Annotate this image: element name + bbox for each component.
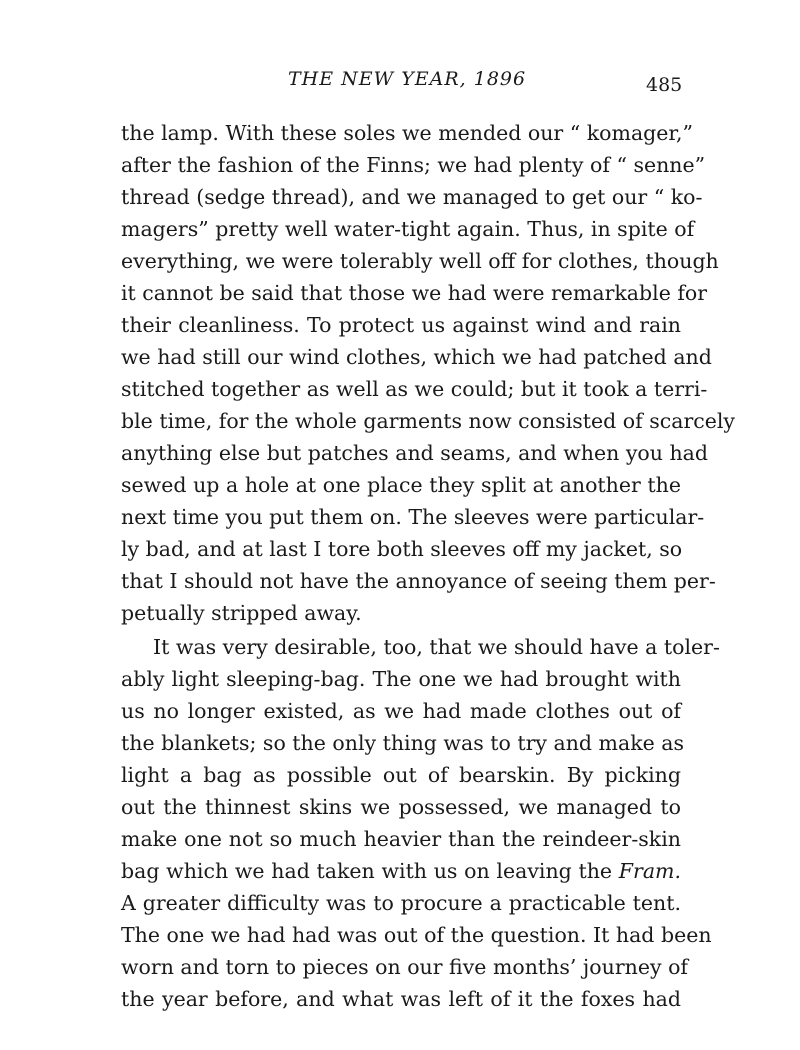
text-line: ably light sleeping-bag. The one we had brought with	[121, 667, 681, 691]
text-line: their cleanliness. To protect us against wind and rain	[121, 313, 681, 337]
text-line: The one we had had was out of the question. It had been	[121, 923, 712, 947]
text-line: the year before, and what was left of it the foxes had	[121, 987, 681, 1011]
text-line: the blankets; so the only thing was to try and make as	[121, 731, 685, 755]
body-text	[121, 117, 736, 1015]
text-line: we had still our wind clothes, which we had patched and	[121, 345, 712, 369]
paragraph-2	[121, 631, 720, 1015]
text-line: it cannot be said that those we had were remarkable for	[121, 281, 708, 305]
text-line: out the thinnest skins we possessed, we managed to	[121, 795, 681, 819]
text-line: light a bag as possible out of bearskin. By picking	[121, 763, 681, 787]
text-line: It was very desirable, too, that we should have a toler-	[153, 635, 720, 659]
paragraph-1	[121, 117, 736, 629]
ship-name: Fram.	[618, 859, 681, 883]
text-line: A greater difficulty was to procure a practicable tent.	[121, 891, 681, 915]
text-line: thread (sedge thread), and we managed to get our “ ko-	[121, 185, 703, 209]
text-line: worn and torn to pieces on our five months’ journey of	[121, 955, 688, 979]
text-line: ly bad, and at last I tore both sleeves off my jacket, so	[121, 537, 683, 561]
text-line-with-italic	[121, 855, 681, 887]
text-line: everything, we were tolerably well off for clothes, though	[121, 249, 719, 273]
text-line: that I should not have the annoyance of seeing them per-	[121, 569, 716, 593]
text-line: make one not so much heavier than the reindeer-skin	[121, 827, 681, 851]
text-line: stitched together as well as we could; but it took a terri-	[121, 377, 708, 401]
text-line: the lamp. With these soles we mended our “ komager,”	[121, 121, 693, 145]
text-line: after the fashion of the Finns; we had plenty of “ senne”	[121, 153, 706, 177]
page-number: 485	[646, 74, 683, 96]
text-line: sewed up a hole at one place they split at another the	[121, 473, 681, 497]
text-line: magers” pretty well water-tight again. Thus, in spite of	[121, 217, 695, 241]
text-line: petually stripped away.	[121, 601, 362, 625]
running-title: THE NEW YEAR, 1896	[288, 68, 527, 90]
running-head	[0, 68, 800, 98]
text-segment: bag which we had taken with us on leaving the	[121, 859, 613, 883]
text-line: anything else but patches and seams, and when you had	[121, 441, 709, 465]
text-line: us no longer existed, as we had made clothes out of	[121, 699, 681, 723]
text-line: next time you put them on. The sleeves were particular-	[121, 505, 705, 529]
text-line: ble time, for the whole garments now consisted of scarcely	[121, 409, 736, 433]
